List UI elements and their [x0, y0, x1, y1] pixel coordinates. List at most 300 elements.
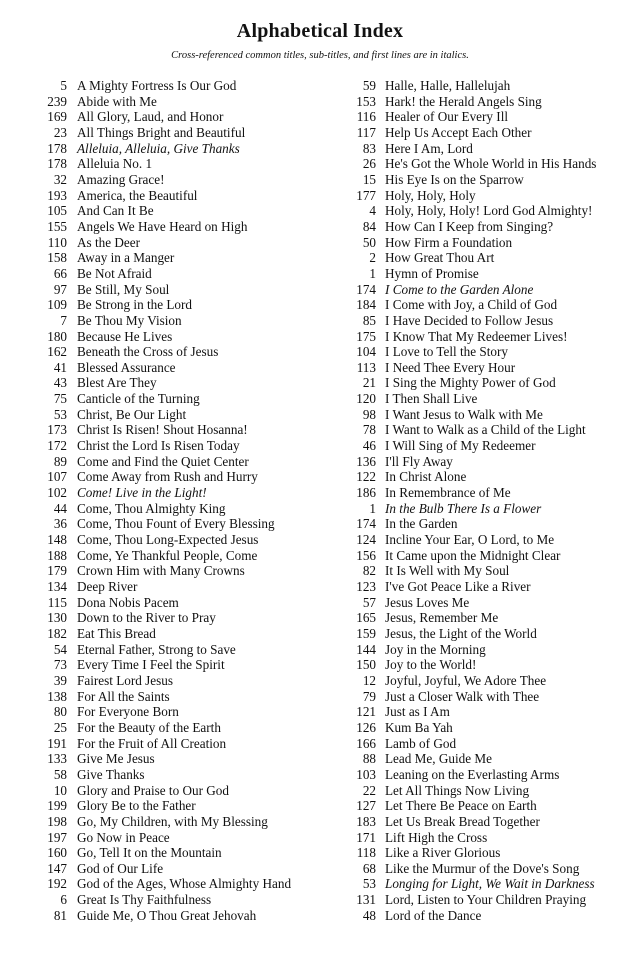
index-entry: [338, 563, 638, 579]
index-entry: [338, 125, 638, 141]
index-entry: [22, 203, 342, 219]
index-entry: [22, 657, 342, 673]
hymn-number: 124: [356, 532, 376, 548]
index-entry: [338, 516, 638, 532]
hymn-number: 115: [47, 594, 67, 610]
index-entry: [338, 266, 638, 282]
index-entry: [22, 438, 342, 454]
hymn-number: 166: [356, 735, 376, 751]
hymn-title: Come! Live in the Light!: [77, 485, 207, 501]
hymn-title: Here I Am, Lord: [385, 140, 473, 156]
hymn-number: 113: [356, 359, 376, 375]
hymn-title: Come Away from Rush and Hurry: [77, 469, 258, 485]
hymn-title: Joy in the Morning: [385, 641, 486, 657]
hymn-title: Because He Lives: [77, 328, 173, 344]
hymn-title: He's Got the Whole World in His Hands: [385, 156, 597, 172]
hymn-number: 97: [53, 281, 67, 297]
index-entry: [22, 407, 342, 423]
hymn-number: 75: [53, 391, 67, 407]
index-entry: [338, 282, 638, 298]
hymn-number: 15: [362, 171, 376, 187]
hymn-title: Eat This Bread: [77, 625, 156, 641]
hymn-title: It Is Well with My Soul: [385, 563, 510, 579]
index-entry: [22, 172, 342, 188]
hymn-title: Hymn of Promise: [385, 265, 479, 281]
hymn-title: Give Thanks: [77, 766, 145, 782]
hymn-title: Down to the River to Pray: [77, 610, 216, 626]
hymn-number: 186: [356, 485, 376, 501]
hymn-number: 175: [356, 328, 376, 344]
hymn-number: 138: [47, 688, 67, 704]
index-entry: [338, 313, 638, 329]
index-entry: [22, 673, 342, 689]
index-entry: [338, 422, 638, 438]
hymn-number: 39: [53, 672, 67, 688]
hymn-number: 174: [356, 281, 376, 297]
hymn-number: 50: [362, 234, 376, 250]
index-entry: [338, 172, 638, 188]
index-entry: [22, 642, 342, 658]
index-entry: [22, 360, 342, 376]
hymn-number: 41: [53, 359, 67, 375]
hymn-title: I Need Thee Every Hour: [385, 359, 516, 375]
index-entry: [22, 125, 342, 141]
hymn-number: 178: [47, 156, 67, 172]
hymn-number: 150: [356, 657, 376, 673]
hymn-title: Kum Ba Yah: [385, 719, 453, 735]
hymn-number: 44: [53, 500, 67, 516]
hymn-number: 130: [47, 610, 67, 626]
hymn-title: I Come to the Garden Alone: [385, 281, 534, 297]
hymn-title: Come, Thou Almighty King: [77, 500, 226, 516]
hymn-number: 32: [53, 171, 67, 187]
index-entry: [338, 579, 638, 595]
hymn-number: 104: [356, 344, 376, 360]
hymn-number: 169: [47, 109, 67, 125]
hymn-number: 79: [362, 688, 376, 704]
index-entry: [338, 344, 638, 360]
hymn-title: Angels We Have Heard on High: [77, 218, 248, 234]
hymn-title: For Everyone Born: [77, 704, 179, 720]
index-entry: [22, 908, 342, 924]
hymn-number: 102: [47, 485, 67, 501]
index-entry: [22, 516, 342, 532]
hymn-title: Be Not Afraid: [77, 265, 152, 281]
hymn-title: Amazing Grace!: [77, 171, 165, 187]
index-entry: [338, 814, 638, 830]
index-entry: [22, 814, 342, 830]
hymn-title: Alleluia, Alleluia, Give Thanks: [77, 140, 240, 156]
index-entry: [22, 751, 342, 767]
index-entry: [338, 642, 638, 658]
hymn-title: Holy, Holy, Holy! Lord God Almighty!: [385, 203, 593, 219]
index-entry: [22, 156, 342, 172]
index-entry: [338, 454, 638, 470]
index-entry: [338, 94, 638, 110]
index-entry: [338, 438, 638, 454]
hymn-number: 4: [369, 203, 376, 219]
index-entry: [22, 720, 342, 736]
hymn-title: I Will Sing of My Redeemer: [385, 438, 536, 454]
index-entry: [22, 485, 342, 501]
hymn-number: 84: [362, 218, 376, 234]
hymn-number: 174: [356, 516, 376, 532]
hymn-title: Like the Murmur of the Dove's Song: [385, 860, 580, 876]
hymn-title: Christ Is Risen! Shout Hosanna!: [77, 422, 248, 438]
hymn-title: I Then Shall Live: [385, 391, 478, 407]
hymn-title: How Can I Keep from Singing?: [385, 218, 554, 234]
hymn-number: 197: [47, 829, 67, 845]
hymn-title: Blest Are They: [77, 375, 157, 391]
hymn-number: 58: [53, 766, 67, 782]
index-entry: [22, 579, 342, 595]
hymn-title: Joyful, Joyful, We Adore Thee: [385, 672, 547, 688]
index-entry: [338, 78, 638, 94]
index-entry: [338, 689, 638, 705]
hymn-number: 182: [47, 625, 67, 641]
hymn-title: Let Us Break Bread Together: [385, 813, 540, 829]
hymn-title: I Love to Tell the Story: [385, 344, 508, 360]
index-entry: [338, 892, 638, 908]
index-entry: [22, 736, 342, 752]
hymn-number: 25: [53, 719, 67, 735]
index-entry: [22, 595, 342, 611]
index-entry: [338, 391, 638, 407]
index-entry: [338, 297, 638, 313]
hymn-number: 59: [362, 78, 376, 93]
hymn-title: Halle, Halle, Hallelujah: [385, 78, 511, 93]
hymn-title: Longing for Light, We Wait in Darkness: [385, 876, 595, 892]
hymn-number: 178: [47, 140, 67, 156]
hymn-title: Dona Nobis Pacem: [77, 594, 179, 610]
hymn-title: For All the Saints: [77, 688, 170, 704]
hymn-number: 1: [369, 265, 376, 281]
hymn-title: Just as I Am: [385, 704, 450, 720]
index-entry: [338, 141, 638, 157]
index-entry: [22, 548, 342, 564]
hymn-title: Eternal Father, Strong to Save: [77, 641, 236, 657]
index-entry: [338, 360, 638, 376]
hymn-title: It Came upon the Midnight Clear: [385, 547, 561, 563]
hymn-title: Fairest Lord Jesus: [77, 672, 173, 688]
hymn-title: Blessed Assurance: [77, 359, 176, 375]
hymn-title: Beneath the Cross of Jesus: [77, 344, 219, 360]
hymn-number: 68: [362, 860, 376, 876]
index-entry: [22, 250, 342, 266]
hymn-title: Just a Closer Walk with Thee: [385, 688, 540, 704]
hymn-title: All Things Bright and Beautiful: [77, 124, 246, 140]
hymn-number: 131: [356, 892, 376, 908]
hymn-title: Christ the Lord Is Risen Today: [77, 438, 240, 454]
hymn-number: 172: [47, 438, 67, 454]
hymn-number: 134: [47, 579, 67, 594]
hymn-title: In Remembrance of Me: [385, 485, 511, 501]
index-entry: [338, 908, 638, 924]
hymn-number: 80: [53, 704, 67, 720]
index-entry: [338, 798, 638, 814]
hymn-number: 89: [53, 453, 67, 469]
index-entry: [22, 876, 342, 892]
hymn-title: In the Garden: [385, 516, 458, 532]
hymn-title: Jesus Loves Me: [385, 594, 470, 610]
index-entry: [338, 610, 638, 626]
hymn-title: Abide with Me: [77, 93, 157, 109]
hymn-number: 148: [47, 532, 67, 548]
hymn-title: Canticle of the Turning: [77, 391, 200, 407]
index-entry: [338, 595, 638, 611]
hymn-number: 1: [369, 500, 376, 516]
index-entry: [22, 329, 342, 345]
hymn-number: 179: [47, 563, 67, 579]
index-entry: [22, 798, 342, 814]
index-entry: [338, 469, 638, 485]
index-entry: [338, 673, 638, 689]
index-entry: [338, 720, 638, 736]
hymn-number: 118: [356, 845, 376, 861]
hymn-number: 158: [47, 250, 67, 266]
hymn-title: Be Strong in the Lord: [77, 297, 193, 313]
hymn-number: 188: [47, 547, 67, 563]
hymn-title: Come, Thou Long-Expected Jesus: [77, 532, 259, 548]
index-entry: [22, 282, 342, 298]
hymn-number: 5: [60, 78, 67, 93]
hymn-number: 239: [47, 93, 67, 109]
hymn-number: 177: [356, 187, 376, 203]
hymn-title: Lord of the Dance: [385, 907, 482, 923]
hymn-number: 48: [362, 907, 376, 923]
index-entry: [22, 501, 342, 517]
index-entry: [338, 485, 638, 501]
index-entry: [22, 610, 342, 626]
index-entry: [22, 78, 342, 94]
hymn-number: 53: [53, 406, 67, 422]
hymn-number: 173: [47, 422, 67, 438]
hymn-title: All Glory, Laud, and Honor: [77, 109, 224, 125]
hymn-title: America, the Beautiful: [77, 187, 198, 203]
hymn-title: Come, Ye Thankful People, Come: [77, 547, 258, 563]
index-entry: [22, 469, 342, 485]
index-entry: [338, 375, 638, 391]
hymn-number: 180: [47, 328, 67, 344]
index-entry: [22, 141, 342, 157]
hymn-number: 73: [53, 657, 67, 673]
hymn-number: 105: [47, 203, 67, 219]
index-entry: [22, 783, 342, 799]
hymn-title: Hark! the Herald Angels Sing: [385, 93, 542, 109]
hymn-title: I Sing the Mighty Power of God: [385, 375, 556, 391]
hymn-title: How Firm a Foundation: [385, 234, 513, 250]
hymn-number: 81: [53, 907, 67, 923]
hymn-title: I Know That My Redeemer Lives!: [385, 328, 568, 344]
hymn-number: 103: [356, 766, 376, 782]
hymn-number: 36: [53, 516, 67, 532]
hymn-number: 109: [47, 297, 67, 313]
hymn-title: Every Time I Feel the Spirit: [77, 657, 225, 673]
index-entry: [22, 845, 342, 861]
hymn-title: Go, Tell It on the Mountain: [77, 845, 222, 861]
hymn-number: 43: [53, 375, 67, 391]
index-entry: [338, 704, 638, 720]
index-entry: [338, 250, 638, 266]
page-title: Alphabetical Index: [236, 20, 404, 42]
hymn-number: 155: [47, 218, 67, 234]
hymn-title: As the Deer: [77, 234, 140, 250]
index-entry: [338, 845, 638, 861]
hymn-title: Let There Be Peace on Earth: [385, 798, 537, 814]
index-entry: [22, 626, 342, 642]
hymn-number: 122: [356, 469, 376, 485]
hymn-title: Healer of Our Every Ill: [385, 109, 509, 125]
index-entry: [22, 563, 342, 579]
index-entry: [338, 876, 638, 892]
hymn-number: 184: [356, 297, 376, 313]
hymn-title: Leaning on the Everlasting Arms: [385, 766, 560, 782]
hymn-title: Guide Me, O Thou Great Jehovah: [77, 907, 257, 923]
index-entry: [338, 657, 638, 673]
hymn-title: Help Us Accept Each Other: [385, 124, 532, 140]
index-entry: [22, 689, 342, 705]
hymn-title: Lamb of God: [385, 735, 457, 751]
index-column-right: [338, 78, 638, 923]
hymn-title: I'll Fly Away: [385, 453, 453, 469]
hymn-number: 23: [53, 124, 67, 140]
hymn-number: 156: [356, 547, 376, 563]
hymn-number: 12: [362, 672, 376, 688]
hymn-number: 46: [362, 438, 376, 454]
hymn-title: Jesus, the Light of the World: [385, 625, 537, 641]
hymn-title: Incline Your Ear, O Lord, to Me: [385, 532, 555, 548]
hymn-number: 21: [362, 375, 376, 391]
hymn-number: 6: [60, 892, 67, 908]
index-entry: [338, 156, 638, 172]
hymn-number: 193: [47, 187, 67, 203]
index-entry: [338, 736, 638, 752]
index-entry: [22, 297, 342, 313]
index-entry: [338, 626, 638, 642]
page-subtitle: Cross-referenced common titles, sub-titles, and first lines are in italics.: [171, 50, 469, 61]
hymn-title: A Mighty Fortress Is Our God: [77, 78, 237, 93]
hymn-title: Give Me Jesus: [77, 751, 155, 767]
hymn-title: I Want Jesus to Walk with Me: [385, 406, 543, 422]
hymn-number: 66: [53, 265, 67, 281]
index-entry: [22, 861, 342, 877]
hymn-number: 133: [47, 751, 67, 767]
hymn-number: 136: [356, 453, 376, 469]
hymn-title: Be Thou My Vision: [77, 312, 182, 328]
hymn-number: 110: [47, 234, 67, 250]
hymn-number: 127: [356, 798, 376, 814]
hymn-number: 2: [369, 250, 376, 266]
hymn-title: Jesus, Remember Me: [385, 610, 499, 626]
hymn-title: Crown Him with Many Crowns: [77, 563, 245, 579]
hymn-number: 144: [356, 641, 376, 657]
index-entry: [22, 94, 342, 110]
hymn-title: God of the Ages, Whose Almighty Hand: [77, 876, 292, 892]
index-entry: [338, 767, 638, 783]
hymn-title: In Christ Alone: [385, 469, 467, 485]
hymn-title: Come, Thou Fount of Every Blessing: [77, 516, 275, 532]
hymn-number: 98: [362, 406, 376, 422]
index-entry: [22, 704, 342, 720]
hymn-title: I Come with Joy, a Child of God: [385, 297, 558, 313]
hymn-number: 78: [362, 422, 376, 438]
hymn-title: Lift High the Cross: [385, 829, 488, 845]
hymn-number: 199: [47, 798, 67, 814]
hymn-title: How Great Thou Art: [385, 250, 495, 266]
hymn-number: 147: [47, 860, 67, 876]
hymn-title: Come and Find the Quiet Center: [77, 453, 249, 469]
index-entry: [338, 329, 638, 345]
index-entry: [338, 501, 638, 517]
hymn-title: Holy, Holy, Holy: [385, 187, 476, 203]
hymn-title: Joy to the World!: [385, 657, 477, 673]
index-entry: [22, 344, 342, 360]
hymn-number: 126: [356, 719, 376, 735]
hymn-title: God of Our Life: [77, 860, 164, 876]
hymn-title: Deep River: [77, 579, 138, 594]
hymn-title: Go, My Children, with My Blessing: [77, 813, 268, 829]
index-entry: [22, 266, 342, 282]
hymn-number: 116: [356, 109, 376, 125]
index-entry: [22, 830, 342, 846]
hymn-number: 183: [356, 813, 376, 829]
hymn-title: Lead Me, Guide Me: [385, 751, 492, 767]
hymn-number: 54: [53, 641, 67, 657]
hymn-number: 57: [362, 594, 376, 610]
hymn-number: 121: [356, 704, 376, 720]
index-entry: [338, 532, 638, 548]
hymn-title: For the Fruit of All Creation: [77, 735, 227, 751]
index-entry: [22, 219, 342, 235]
index-entry: [338, 407, 638, 423]
hymn-number: 117: [356, 124, 376, 140]
index-entry: [22, 235, 342, 251]
index-entry: [22, 313, 342, 329]
hymn-title: For the Beauty of the Earth: [77, 719, 221, 735]
index-entry: [22, 767, 342, 783]
hymn-title: Be Still, My Soul: [77, 281, 170, 297]
hymn-number: 162: [47, 344, 67, 360]
hymn-number: 82: [362, 563, 376, 579]
hymn-number: 123: [356, 579, 376, 594]
hymn-title: Like a River Glorious: [385, 845, 501, 861]
index-entry: [338, 861, 638, 877]
hymn-title: Christ, Be Our Light: [77, 406, 187, 422]
hymn-title: I've Got Peace Like a River: [385, 579, 531, 594]
hymn-title: I Have Decided to Follow Jesus: [385, 312, 554, 328]
hymn-number: 159: [356, 625, 376, 641]
hymn-number: 26: [362, 156, 376, 172]
index-entry: [338, 203, 638, 219]
hymn-number: 120: [356, 391, 376, 407]
index-entry: [338, 219, 638, 235]
hymn-title: Go Now in Peace: [77, 829, 170, 845]
index-entry: [338, 751, 638, 767]
hymn-title: Let All Things Now Living: [385, 782, 530, 798]
index-entry: [338, 109, 638, 125]
hymn-number: 10: [53, 782, 67, 798]
hymn-title: Away in a Manger: [77, 250, 175, 266]
index-column-left: [22, 78, 342, 923]
index-entry: [338, 830, 638, 846]
hymn-number: 160: [47, 845, 67, 861]
hymn-number: 107: [47, 469, 67, 485]
hymn-number: 85: [362, 312, 376, 328]
index-entry: [338, 783, 638, 799]
index-entry: [22, 109, 342, 125]
hymn-title: His Eye Is on the Sparrow: [385, 171, 524, 187]
hymn-title: Glory and Praise to Our God: [77, 782, 229, 798]
